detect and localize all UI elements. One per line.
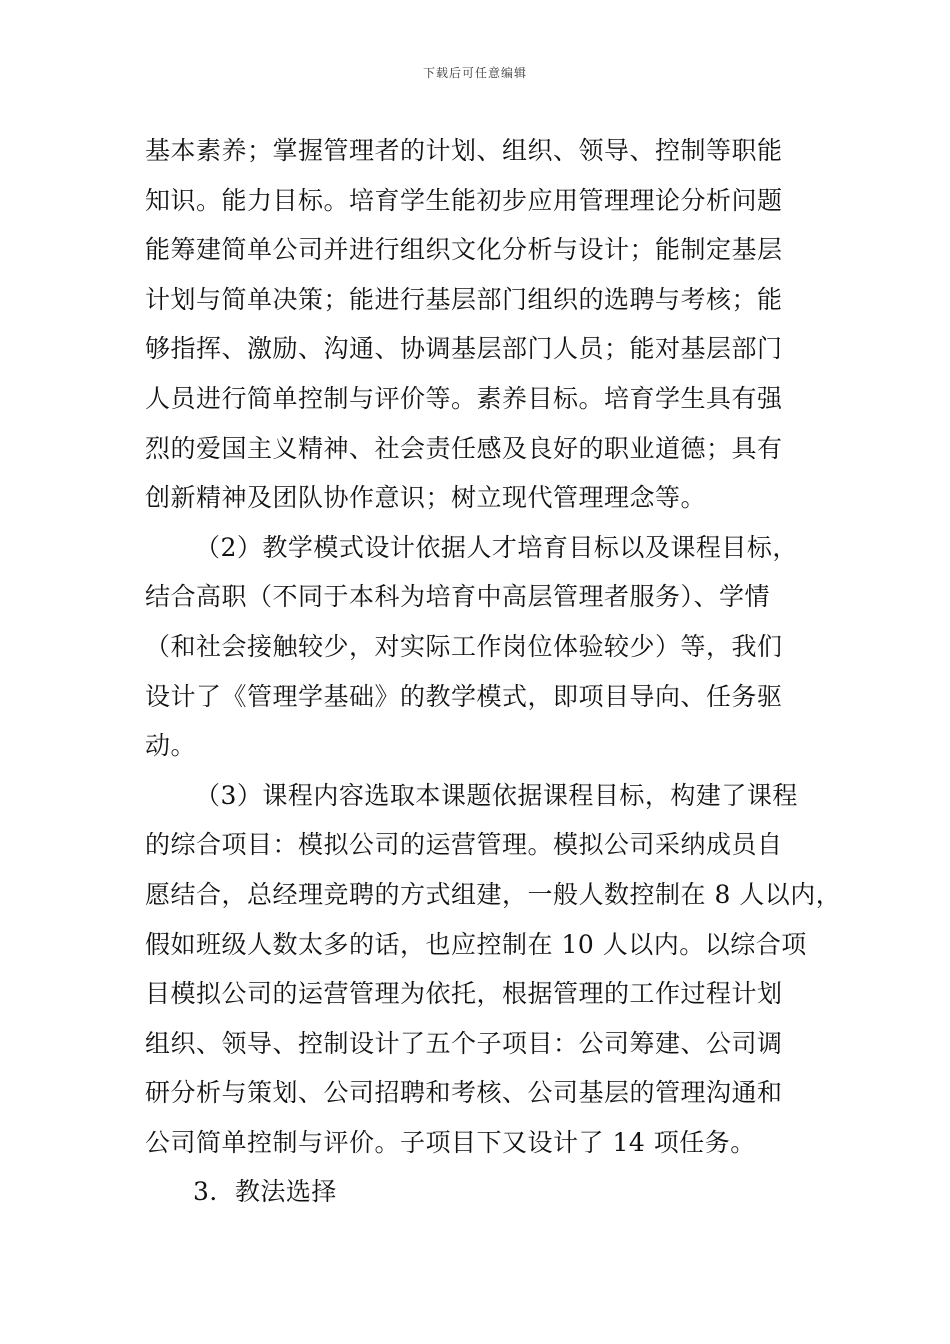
section-heading: 3．教法选择 [193, 1177, 337, 1207]
text-line: 设计了《管理学基础》的教学模式，即项目导向、任务驱 [145, 681, 783, 711]
paragraph-start-line: （3）课程内容选取本课题依据课程目标，构建了课程 [195, 780, 798, 810]
text-line: 公司简单控制与评价。子项目下又设计了 14 项任务。 [145, 1127, 756, 1157]
text-line: 计划与简单决策；能进行基层部门组织的选聘与考核；能 [145, 284, 783, 314]
text-line: 组织、领导、控制设计了五个子项目：公司筹建、公司调 [145, 1028, 783, 1058]
text-line: 的综合项目：模拟公司的运营管理。模拟公司采纳成员自 [145, 830, 783, 860]
paragraph-start-line: （2）教学模式设计依据人才培育目标以及课程目标， [195, 532, 798, 562]
document-body [145, 126, 842, 1217]
text-line: 创新精神及团队协作意识；树立现代管理理念等。 [145, 483, 707, 513]
text-line: 目模拟公司的运营管理为依托，根据管理的工作过程计划 [145, 979, 783, 1009]
text-line: 烈的爱国主义精神、社会责任感及良好的职业道德；具有 [145, 433, 783, 463]
text-line: 结合高职（不同于本科为培育中高层管理者服务）、学情 [145, 582, 771, 612]
page-header: 下载后可任意编辑 [422, 66, 527, 80]
text-line: 知识。能力目标。培育学生能初步应用管理理论分析问题 [145, 185, 783, 215]
text-line: 能筹建简单公司并进行组织文化分析与设计；能制定基层 [145, 235, 783, 265]
text-line: （和社会接触较少，对实际工作岗位体验较少）等，我们 [145, 631, 783, 661]
text-line: 假如班级人数太多的话，也应控制在 10 人以内。以综合项 [145, 929, 807, 959]
text-line: 基本素养；掌握管理者的计划、组织、领导、控制等职能 [145, 136, 783, 165]
text-line: 够指挥、激励、沟通、协调基层部门人员；能对基层部门 [145, 334, 783, 364]
text-line: 愿结合，总经理竞聘的方式组建，一般人数控制在 8 人以内， [145, 879, 842, 909]
text-line: 人员进行简单控制与评价等。素养目标。培育学生具有强 [145, 383, 783, 413]
text-line: 研分析与策划、公司招聘和考核、公司基层的管理沟通和 [145, 1078, 783, 1108]
text-line: 动。 [145, 731, 197, 761]
